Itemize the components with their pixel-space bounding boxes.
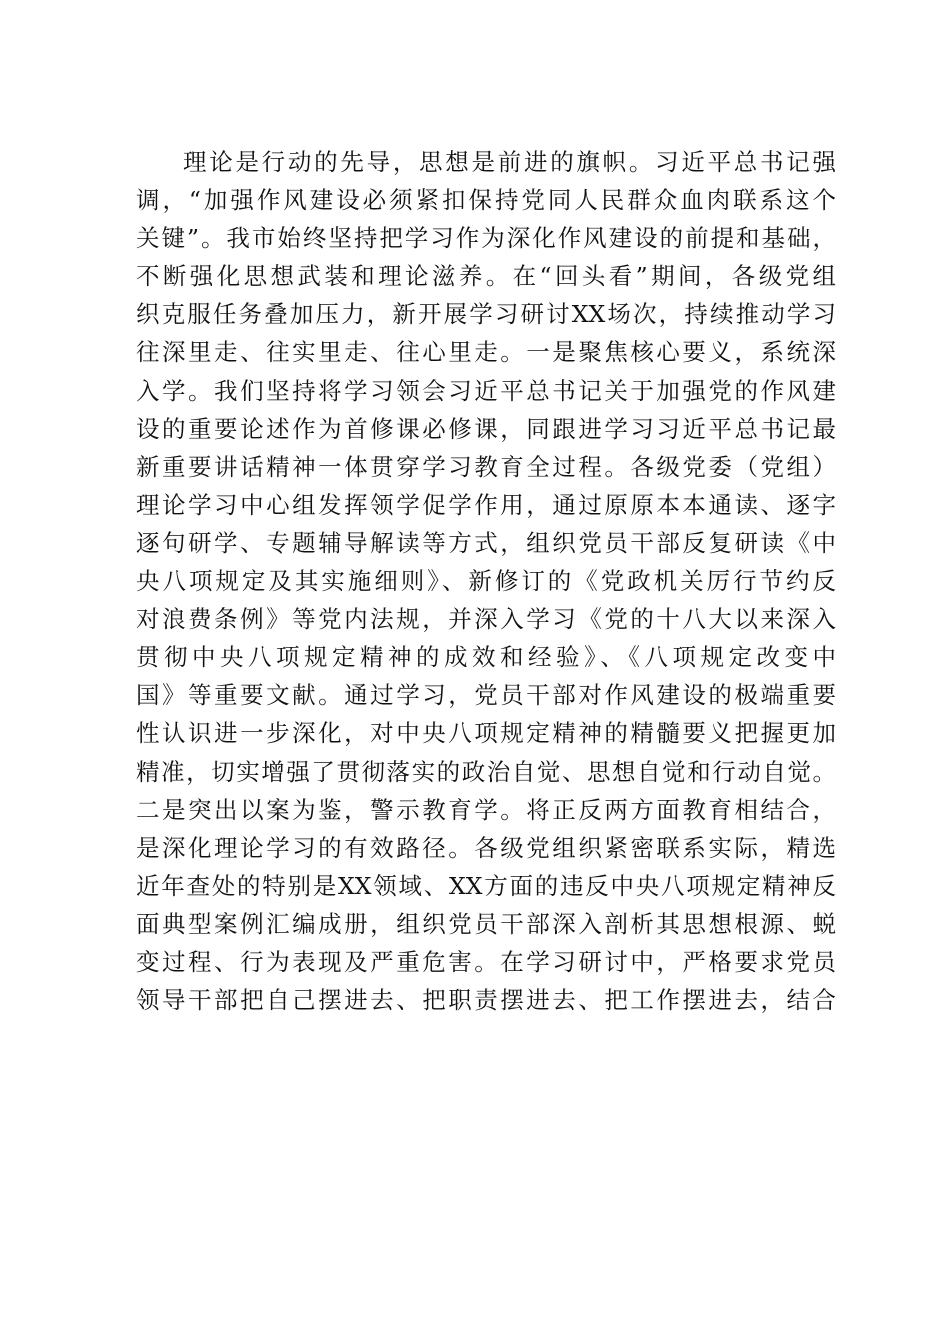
paragraph-line: 二是突出以案为鉴，警示教育学。将正反两方面教育相结合， [136, 795, 836, 824]
paragraph-line: 变过程、行为表现及严重危害。在学习研讨中，严格要求党员 [136, 947, 836, 976]
paragraph-line: 理论是行动的先导，思想是前进的旗帜。习近平总书记强 [183, 148, 836, 176]
paragraph-line: 理论学习中心组发挥领学促学作用，通过原原本本通读、逐字 [136, 490, 836, 519]
paragraph-line: 不断强化思想武装和理论滋养。在“回头看”期间，各级党组 [136, 262, 836, 291]
paragraph-line: 往深里走、往实里走、往心里走。一是聚焦核心要义，系统深 [136, 338, 836, 367]
paragraph-line: 国》等重要文献。通过学习，党员干部对作风建设的极端重要 [136, 681, 836, 710]
paragraph-line: 央八项规定及其实施细则》、新修订的《党政机关厉行节约反 [136, 567, 836, 596]
paragraph-line: 织克服任务叠加压力，新开展学习研讨XX场次，持续推动学习 [136, 300, 836, 329]
paragraph-line: 性认识进一步深化，对中央八项规定精神的精髓要义把握更加 [136, 719, 836, 748]
paragraph-line: 精准，切实增强了贯彻落实的政治自觉、思想自觉和行动自觉。 [136, 757, 836, 786]
paragraph-line: 逐句研学、专题辅导解读等方式，组织党员干部反复研读《中 [136, 528, 836, 557]
paragraph-line: 面典型案例汇编成册，组织党员干部深入剖析其思想根源、蜕 [136, 909, 836, 938]
paragraph-line: 近年查处的特别是XX领域、XX方面的违反中央八项规定精神反 [136, 871, 836, 900]
paragraph-line: 设的重要论述作为首修课必修课，同跟进学习习近平总书记最 [136, 414, 836, 443]
paragraph-line: 关键”。我市始终坚持把学习作为深化作风建设的前提和基础， [136, 224, 836, 253]
paragraph-line: 入学。我们坚持将学习领会习近平总书记关于加强党的作风建 [136, 376, 836, 405]
paragraph-line: 领导干部把自己摆进去、把职责摆进去、把工作摆进去，结合 [136, 986, 836, 1015]
paragraph-line: 贯彻中央八项规定精神的成效和经验》、《八项规定改变中 [136, 643, 836, 672]
paragraph-line: 是深化理论学习的有效路径。各级党组织紧密联系实际，精选 [136, 833, 836, 862]
paragraph-line: 新重要讲话精神一体贯穿学习教育全过程。各级党委（党组） [136, 452, 836, 481]
body-paragraph [136, 143, 836, 1019]
paragraph-line: 调，“加强作风建设必须紧扣保持党同人民群众血肉联系这个 [136, 186, 836, 215]
paragraph-line: 对浪费条例》等党内法规，并深入学习《党的十八大以来深入 [136, 605, 836, 634]
